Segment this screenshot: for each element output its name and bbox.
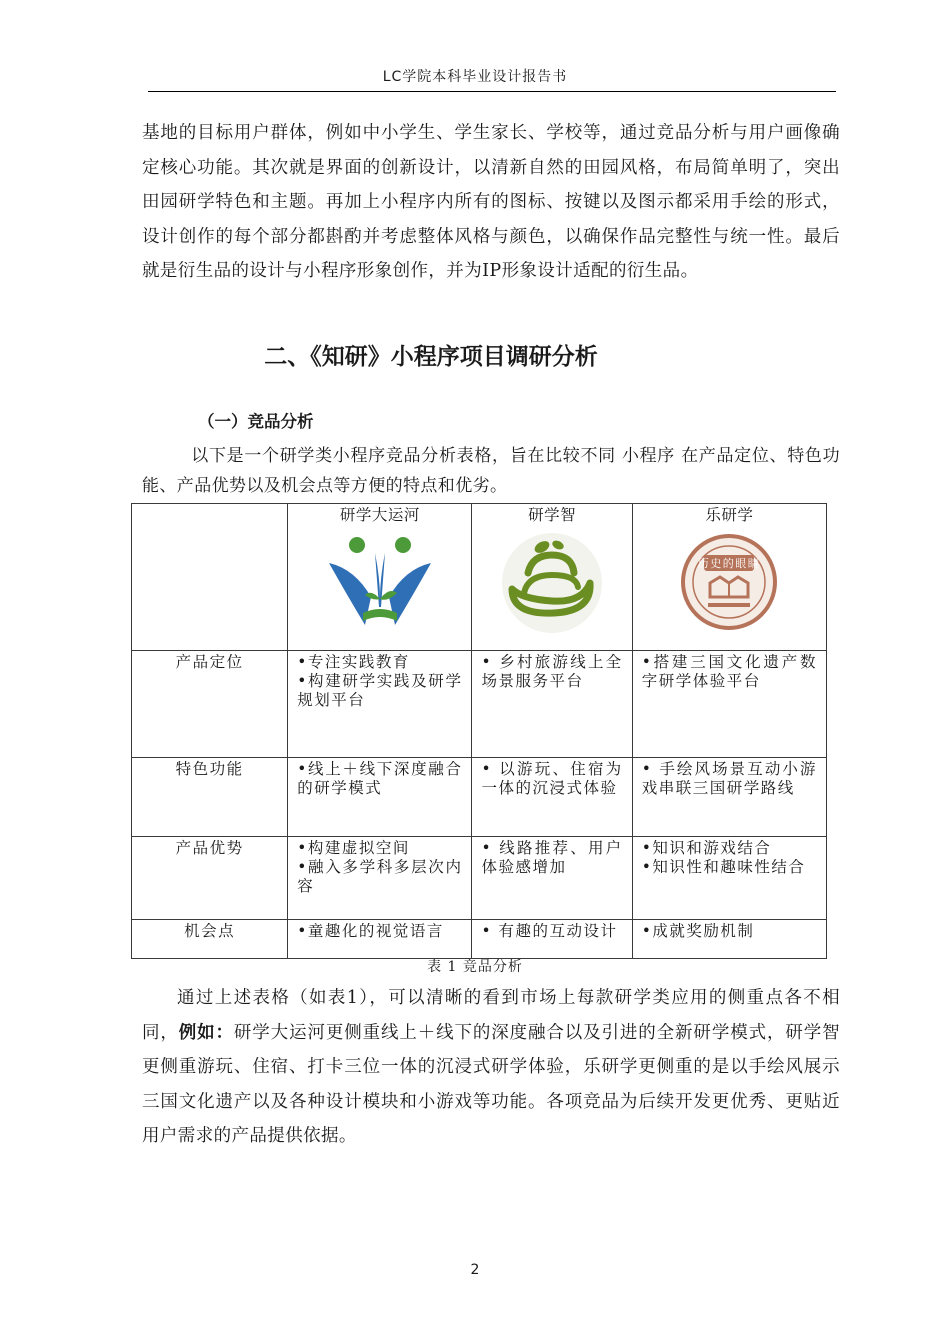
- cell-line: • 有趣的互动设计: [481, 922, 618, 940]
- table-cell: [632, 837, 826, 920]
- cell-line: •线上＋线下深度融合的研学模式: [297, 760, 463, 797]
- table-cell: [632, 651, 826, 758]
- cell-line: •构建研学实践及研学规划平台: [297, 672, 463, 709]
- table-cell: [472, 758, 632, 837]
- section-title: 二、《知研》小程序项目调研分析: [264, 344, 598, 370]
- cell-line: •专注实践教育: [297, 653, 410, 671]
- row-label: 特色功能: [132, 758, 288, 837]
- header-divider: [148, 91, 836, 92]
- table-intro-paragraph: 以下是一个研学类小程序竞品分析表格，旨在比较不同 小程序 在产品定位、特色功能、产品优势以及机会点等方便的特点和优劣。: [142, 446, 840, 496]
- table-caption: 表 1 竞品分析: [427, 959, 523, 975]
- cell-line: •知识和游戏结合: [641, 839, 772, 857]
- app-header-yanxue-dayunhe: [288, 504, 472, 651]
- conclusion-paragraph: [142, 981, 840, 1154]
- cell-line: • 乡村旅游线上全场景服务平台: [481, 653, 623, 690]
- row-label: 产品优势: [132, 837, 288, 920]
- app-header-leyanxue: [632, 504, 826, 651]
- cell-line: •知识性和趣味性结合: [641, 858, 806, 876]
- cell-line: •融入多学科多层次内容: [297, 858, 463, 895]
- app-name: 研学智: [528, 506, 577, 524]
- table-cell: [472, 837, 632, 920]
- cell-line: • 线路推荐、用户体验感增加: [481, 839, 623, 876]
- table-cell: [632, 758, 826, 837]
- table-header-row: [132, 504, 827, 651]
- table-cell: [288, 837, 472, 920]
- cell-line: •构建虚拟空间: [297, 839, 410, 857]
- row-label: 产品定位: [132, 651, 288, 758]
- table-corner-cell: [132, 504, 288, 651]
- subsection-title: （一）竞品分析: [198, 412, 314, 431]
- page-number: 2: [470, 1262, 480, 1278]
- table-cell: [288, 920, 472, 959]
- table-row: [132, 837, 827, 920]
- table-cell: [472, 920, 632, 959]
- row-label: 机会点: [132, 920, 288, 959]
- table-row: [132, 758, 827, 837]
- leyanxue-logo-icon: [680, 533, 778, 631]
- app-header-yanxuezhi: [472, 504, 632, 651]
- table-cell: [288, 651, 472, 758]
- table-cell: [632, 920, 826, 959]
- table-cell: [288, 758, 472, 837]
- intro-paragraph: 基地的目标用户群体，例如中小学生、学生家长、学校等，通过竞品分析与用户画像确定核心功能。其次就是界面的创新设计，以清新自然的田园风格，布局简单明了，突出田园研学特色和主题。再加上小程序内所有的图标、按键以及图示都采用手绘的形式，设计创作的每个部分都斟酌并考虑整体风格与颜色，以确保作品完整性与统一性。最后就是衍生品的设计与小程序形象创作，并为IP形象设计适配的衍生品。: [142, 123, 840, 281]
- yanxue-dayunhe-logo-icon: [325, 533, 435, 631]
- leyanxue-logo-lettering: 历史的眼睛: [698, 557, 761, 570]
- header-title: LC学院本科毕业设计报告书: [382, 69, 568, 85]
- table-row: [132, 920, 827, 959]
- yanxuezhi-logo-icon: [498, 533, 606, 633]
- cell-line: • 以游玩、住宿为一体的沉浸式体验: [481, 760, 623, 797]
- conclusion-text: 研学大运河更侧重线上＋线下的深度融合以及引进的全新研学模式，研学智更侧重游玩、住宿、打卡三位一体的沉浸式研学体验，乐研学更侧重的是以手绘风展示三国文化遗产以及各种设计模块和小游戏等功能。各项竞品为后续开发更优秀、更贴近用户需求的产品提供依据。: [142, 1022, 840, 1146]
- app-name: 研学大运河: [339, 506, 420, 524]
- competitor-table: [131, 503, 827, 959]
- table-cell: [472, 651, 632, 758]
- cell-line: •成就奖励机制: [641, 922, 755, 940]
- cell-line: • 手绘风场景互动小游戏串联三国研学路线: [641, 760, 817, 797]
- cell-line: •童趣化的视觉语言: [297, 922, 444, 940]
- table-row: [132, 651, 827, 758]
- app-name: 乐研学: [705, 506, 754, 524]
- conclusion-text: 通过上述表格（如表1），可以清晰的看到市场上每款研学类应用的侧重点各不相同，: [142, 988, 840, 1043]
- cell-line: •搭建三国文化遗产数字研学体验平台: [641, 653, 817, 690]
- example-label: 例如：: [178, 1022, 234, 1043]
